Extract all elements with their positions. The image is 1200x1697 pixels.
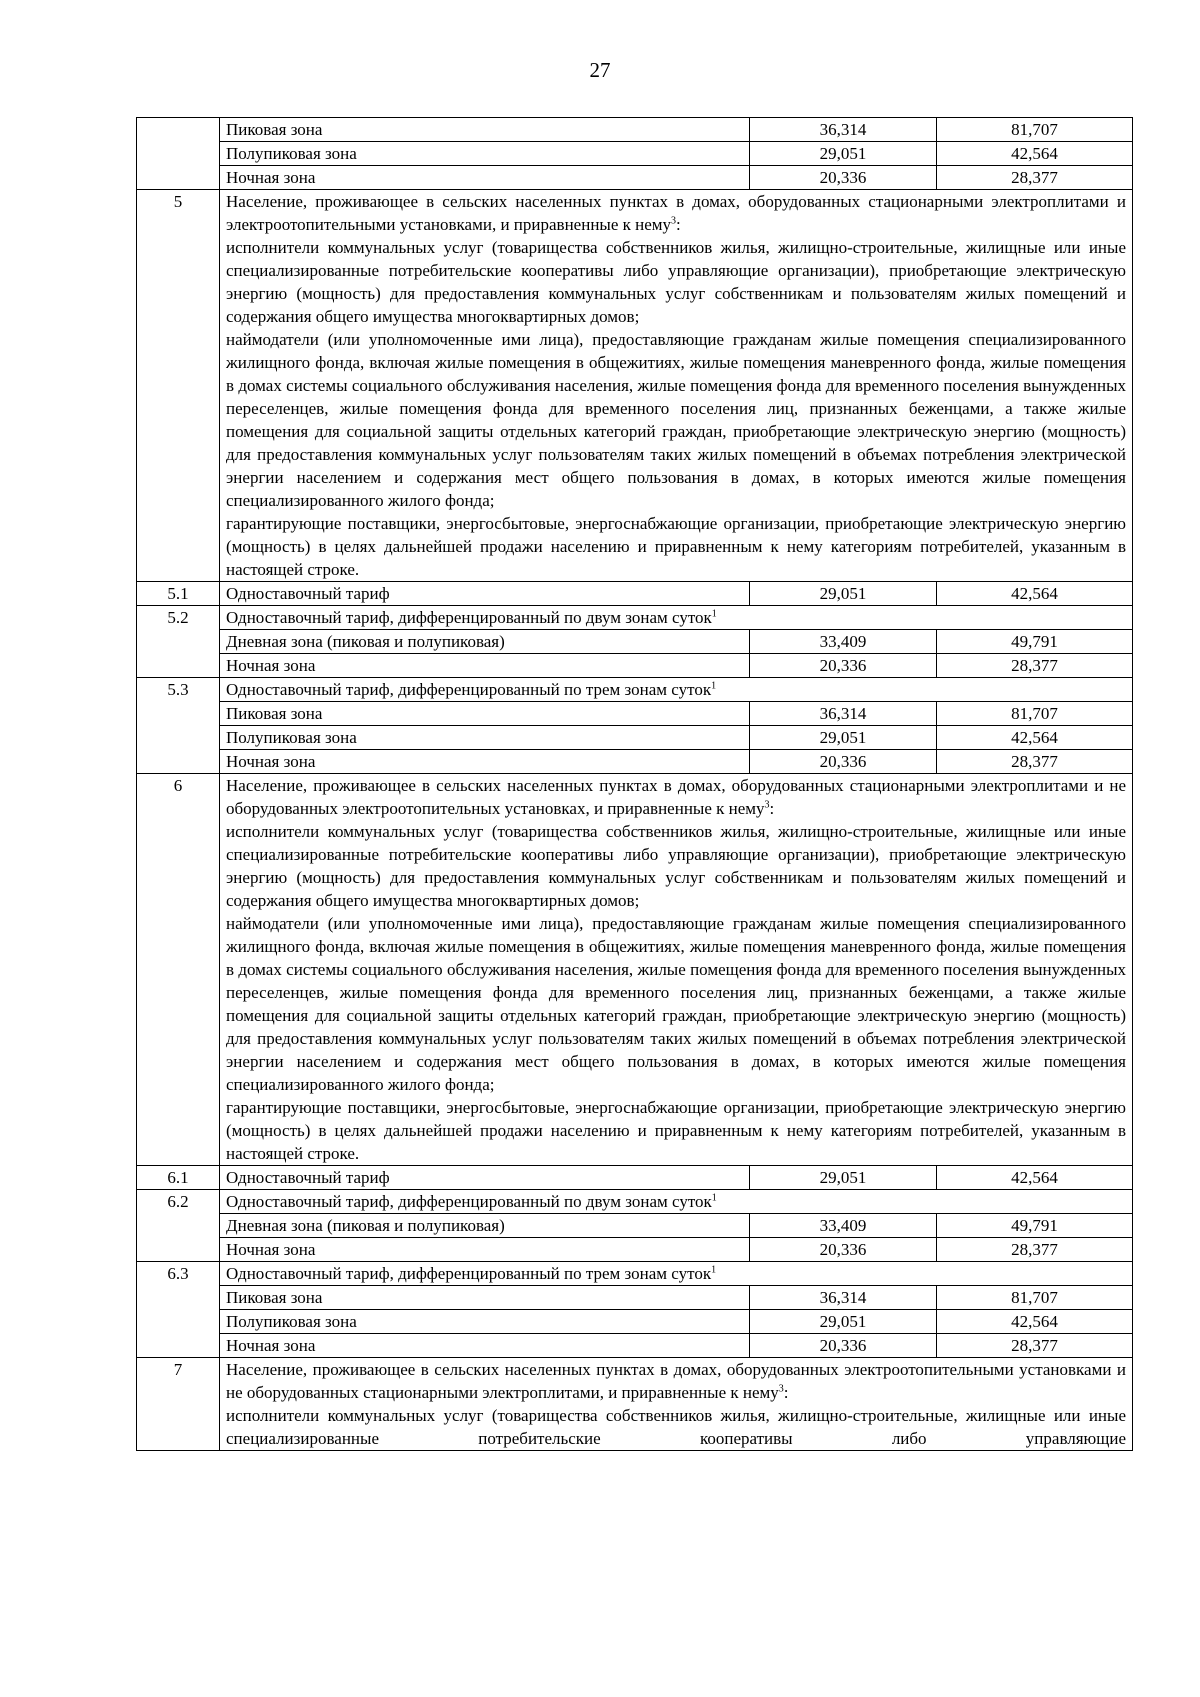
row-number: 6 — [137, 774, 220, 1166]
table-row — [137, 1286, 1133, 1310]
tariff-value-1: 20,336 — [750, 750, 937, 774]
table-row — [137, 166, 1133, 190]
tariff-value-2: 49,791 — [937, 630, 1133, 654]
row-number: 5.1 — [137, 582, 220, 606]
tariff-value-2: 81,707 — [937, 118, 1133, 142]
row-number: 5.2 — [137, 606, 220, 678]
row-number: 6.3 — [137, 1262, 220, 1358]
tariff-value-1: 29,051 — [750, 1166, 937, 1190]
zone-label: Полупиковая зона — [220, 1310, 750, 1334]
tariff-label: Одноставочный тариф — [220, 582, 750, 606]
section-description-row — [137, 190, 1133, 582]
tariff-value-1: 33,409 — [750, 1214, 937, 1238]
tariff-value-2: 42,564 — [937, 142, 1133, 166]
tariff-value-2: 81,707 — [937, 1286, 1133, 1310]
section-title: Население, проживающее в сельских населенных пунктах в домах, оборудованных стационарными электроплитами и не оборудованных электроотопительных установках, и приравненные к нему$^3$: — [226, 776, 1126, 818]
table-row — [137, 1238, 1133, 1262]
table-row — [137, 1334, 1133, 1358]
tariff-value-2: 28,377 — [937, 1334, 1133, 1358]
table-row — [137, 678, 1133, 702]
table-row — [137, 1310, 1133, 1334]
tariff-label: Одноставочный тариф, дифференцированный по двум зонам суток$^1$ — [220, 1190, 1133, 1214]
paragraph: гарантирующие поставщики, энергосбытовые, энергоснабжающие организации, приобретающие электрическую энергию (мощность) в целях дальнейшей продажи населению и приравненным к нему категориям потребителей, указанным в настоящей строке. — [226, 1098, 1126, 1163]
tariff-value-2: 42,564 — [937, 582, 1133, 606]
tariff-value-1: 20,336 — [750, 1238, 937, 1262]
tariff-value-2: 81,707 — [937, 702, 1133, 726]
zone-label: Дневная зона (пиковая и полупиковая) — [220, 1214, 750, 1238]
tariff-value-2: 42,564 — [937, 726, 1133, 750]
tariff-value-1: 20,336 — [750, 654, 937, 678]
paragraph: исполнители коммунальных услуг (товарищества собственников жилья, жилищно-строительные, жилищные или иные специализированные потребительские кооперативы либо управляющие организации), приобретающие электрическую энергию (мощность) для предоставления коммунальных услуг собственникам и пользователям жилых помещений и содержания общего имущества многоквартирных домов; — [226, 238, 1126, 326]
table-row — [137, 1262, 1133, 1286]
table-row — [137, 118, 1133, 142]
table-row — [137, 654, 1133, 678]
page-number: 27 — [589, 58, 611, 82]
tariff-value-1: 20,336 — [750, 166, 937, 190]
table-row — [137, 750, 1133, 774]
table-row — [137, 702, 1133, 726]
row-number: 5.3 — [137, 678, 220, 774]
row-number: 5 — [137, 190, 220, 582]
tariff-label: Одноставочный тариф, дифференцированный по двум зонам суток$^1$ — [220, 606, 1133, 630]
tariff-value-2: 28,377 — [937, 654, 1133, 678]
table-row — [137, 1166, 1133, 1190]
tariff-value-2: 49,791 — [937, 1214, 1133, 1238]
section-title: Население, проживающее в сельских населенных пунктах в домах, оборудованных электроотопительными установками и не оборудованных стационарными электроплитами, и приравненные к нему$^3$: — [226, 1360, 1126, 1402]
table-row — [137, 726, 1133, 750]
zone-label: Пиковая зона — [220, 702, 750, 726]
section-description-row — [137, 1358, 1133, 1451]
paragraph: наймодатели (или уполномоченные ими лица), предоставляющие гражданам жилые помещения специализированного жилищного фонда, включая жилые помещения в общежитиях, жилые помещения маневренного фонда, жилые помещения в домах системы социального обслуживания населения, жилые помещения фонда для временного поселения вынужденных переселенцев, жилые помещения фонда для временного поселения лиц, признанных беженцами, а также жилые помещения для социальной защиты отдельных категорий граждан, приобретающие электрическую энергию (мощность) для предоставления коммунальных услуг пользователям таких жилых помещений в объемах потребления электрической энергии населением и содержания мест общего пользования в домах, в которых имеются жилые помещения специализированного жилого фонда; — [226, 914, 1126, 1094]
zone-label: Пиковая зона — [220, 118, 750, 142]
tariff-value-1: 33,409 — [750, 630, 937, 654]
tariff-value-1: 29,051 — [750, 726, 937, 750]
tariff-value-1: 36,314 — [750, 118, 937, 142]
tariff-value-1: 29,051 — [750, 142, 937, 166]
table-row — [137, 582, 1133, 606]
section-description — [220, 774, 1133, 1166]
tariff-table — [136, 117, 1133, 1451]
tariff-label: Одноставочный тариф, дифференцированный по трем зонам суток$^1$ — [220, 1262, 1133, 1286]
section-description — [220, 190, 1133, 582]
tariff-label: Одноставочный тариф, дифференцированный по трем зонам суток$^1$ — [220, 678, 1133, 702]
paragraph: исполнители коммунальных услуг (товарищества собственников жилья, жилищно-строительные, жилищные или иные специализированные потребительские кооперативы либо управляющие организации), приобретающие электрическую энергию (мощность) для предоставления коммунальных услуг собственникам и пользователям жилых помещений и содержания общего имущества многоквартирных домов; — [226, 822, 1126, 910]
zone-label: Ночная зона — [220, 1334, 750, 1358]
row-number: 7 — [137, 1358, 220, 1451]
tariff-value-2: 28,377 — [937, 750, 1133, 774]
tariff-value-1: 20,336 — [750, 1334, 937, 1358]
tariff-value-2: 28,377 — [937, 166, 1133, 190]
zone-label: Полупиковая зона — [220, 142, 750, 166]
zone-label: Дневная зона (пиковая и полупиковая) — [220, 630, 750, 654]
tariff-value-2: 42,564 — [937, 1310, 1133, 1334]
tariff-value-1: 29,051 — [750, 582, 937, 606]
row-number: 6.1 — [137, 1166, 220, 1190]
paragraph: наймодатели (или уполномоченные ими лица), предоставляющие гражданам жилые помещения специализированного жилищного фонда, включая жилые помещения в общежитиях, жилые помещения маневренного фонда, жилые помещения в домах системы социального обслуживания населения, жилые помещения фонда для временного поселения вынужденных переселенцев, жилые помещения фонда для временного поселения лиц, признанных беженцами, а также жилые помещения для социальной защиты отдельных категорий граждан, приобретающие электрическую энергию (мощность) для предоставления коммунальных услуг пользователям таких жилых помещений в объемах потребления электрической энергии населением и содержания мест общего пользования в домах, в которых имеются жилые помещения специализированного жилого фонда; — [226, 330, 1126, 510]
table-row — [137, 630, 1133, 654]
tariff-value-1: 36,314 — [750, 1286, 937, 1310]
zone-label: Полупиковая зона — [220, 726, 750, 750]
zone-label: Ночная зона — [220, 654, 750, 678]
table-row — [137, 1190, 1133, 1214]
table-row — [137, 606, 1133, 630]
zone-label: Ночная зона — [220, 750, 750, 774]
zone-label: Пиковая зона — [220, 1286, 750, 1310]
section-description-row — [137, 774, 1133, 1166]
tariff-value-2: 42,564 — [937, 1166, 1133, 1190]
tariff-value-2: 28,377 — [937, 1238, 1133, 1262]
table-row — [137, 142, 1133, 166]
tariff-value-1: 29,051 — [750, 1310, 937, 1334]
zone-label: Ночная зона — [220, 166, 750, 190]
zone-label: Ночная зона — [220, 1238, 750, 1262]
paragraph: исполнители коммунальных услуг (товарищества собственников жилья, жилищно-строительные, жилищные или иные специализированные потребительские кооперативы либо управляющие — [226, 1406, 1126, 1448]
row-number — [137, 118, 220, 190]
paragraph: гарантирующие поставщики, энергосбытовые, энергоснабжающие организации, приобретающие электрическую энергию (мощность) в целях дальнейшей продажи населению и приравненным к нему категориям потребителей, указанным в настоящей строке. — [226, 514, 1126, 579]
tariff-value-1: 36,314 — [750, 702, 937, 726]
table-row — [137, 1214, 1133, 1238]
tariff-label: Одноставочный тариф — [220, 1166, 750, 1190]
row-number: 6.2 — [137, 1190, 220, 1262]
section-description — [220, 1358, 1133, 1451]
section-title: Население, проживающее в сельских населенных пунктах в домах, оборудованных стационарными электроплитами и электроотопительными установками, и приравненные к нему$^3$: — [226, 192, 1126, 234]
